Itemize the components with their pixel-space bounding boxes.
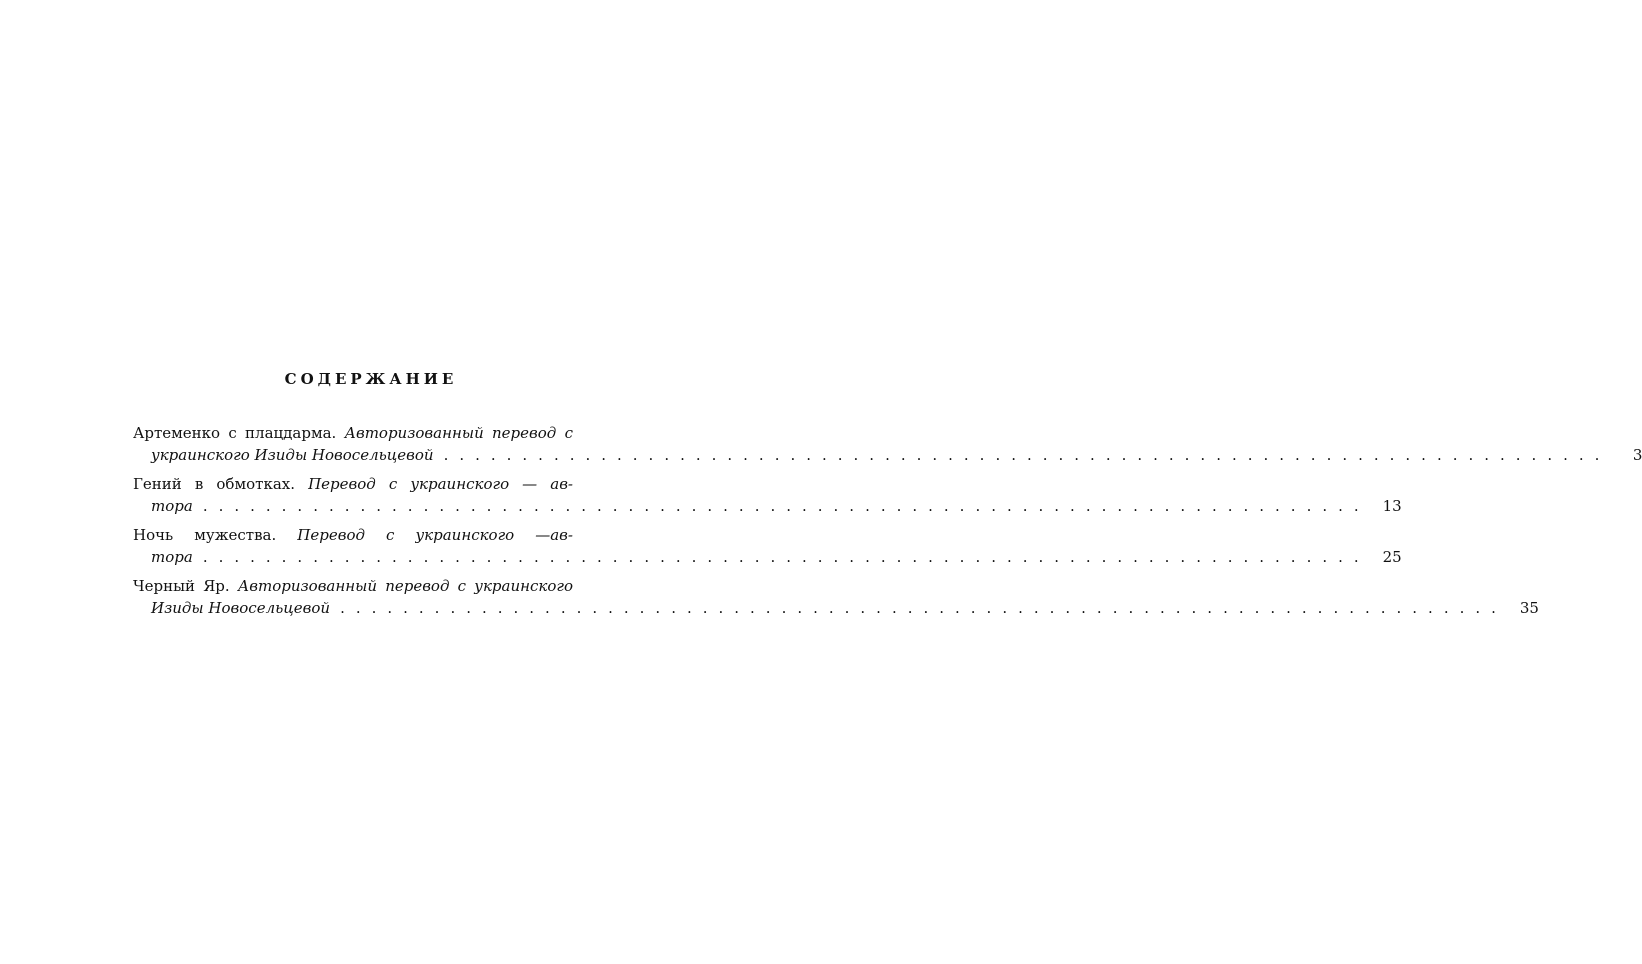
page-number: 25 [1382, 548, 1402, 566]
story-title: Артеменко с плацдарма. [133, 424, 337, 442]
toc-entry-line [133, 424, 611, 446]
table-of-contents [133, 424, 1642, 628]
toc-entry-title-line [133, 526, 611, 544]
toc-entry [133, 526, 1402, 570]
toc-entry-title-line [133, 424, 611, 442]
translation-note: Перевод с украинского — ав- [308, 475, 573, 493]
page-number: 13 [1382, 497, 1402, 515]
dot-leader: .......................................................................... [340, 599, 1507, 617]
toc-entry-line [133, 497, 1402, 519]
toc-entry-line [133, 526, 611, 548]
toc-entry-title-line [133, 475, 611, 493]
translation-note: тора [151, 548, 193, 566]
toc-entry-line [133, 446, 1642, 468]
toc-entry [133, 424, 1642, 468]
page-number: 35 [1519, 599, 1539, 617]
translation-note: Авторизованный перевод с [344, 424, 573, 442]
toc-entry-line [133, 577, 611, 599]
dot-leader: .......................................................................... [202, 497, 1370, 515]
page-number: 3 [1632, 446, 1642, 464]
contents-heading: СОДЕРЖАНИЕ [284, 370, 458, 388]
story-title: Черный Яр. [133, 577, 230, 595]
toc-entry-line [133, 475, 611, 497]
translation-note: Авторизованный перевод с украинского [237, 577, 573, 595]
toc-entry-title-line [133, 577, 611, 595]
translation-note: Изиды Новосельцевой [151, 599, 331, 617]
dot-leader: .......................................................................... [202, 548, 1370, 566]
toc-entry [133, 475, 1402, 519]
dot-leader: .......................................................................... [443, 446, 1611, 464]
story-title: Гений в обмотках. [133, 475, 296, 493]
toc-entry-line [133, 599, 1539, 621]
toc-entry-line [133, 548, 1402, 570]
translation-note: украинского Изиды Новосельцевой [151, 446, 434, 464]
story-title: Ночь мужества. [133, 526, 277, 544]
translation-note: тора [151, 497, 193, 515]
translation-note: Перевод с украинского —ав- [297, 526, 573, 544]
toc-entry [133, 577, 1539, 621]
